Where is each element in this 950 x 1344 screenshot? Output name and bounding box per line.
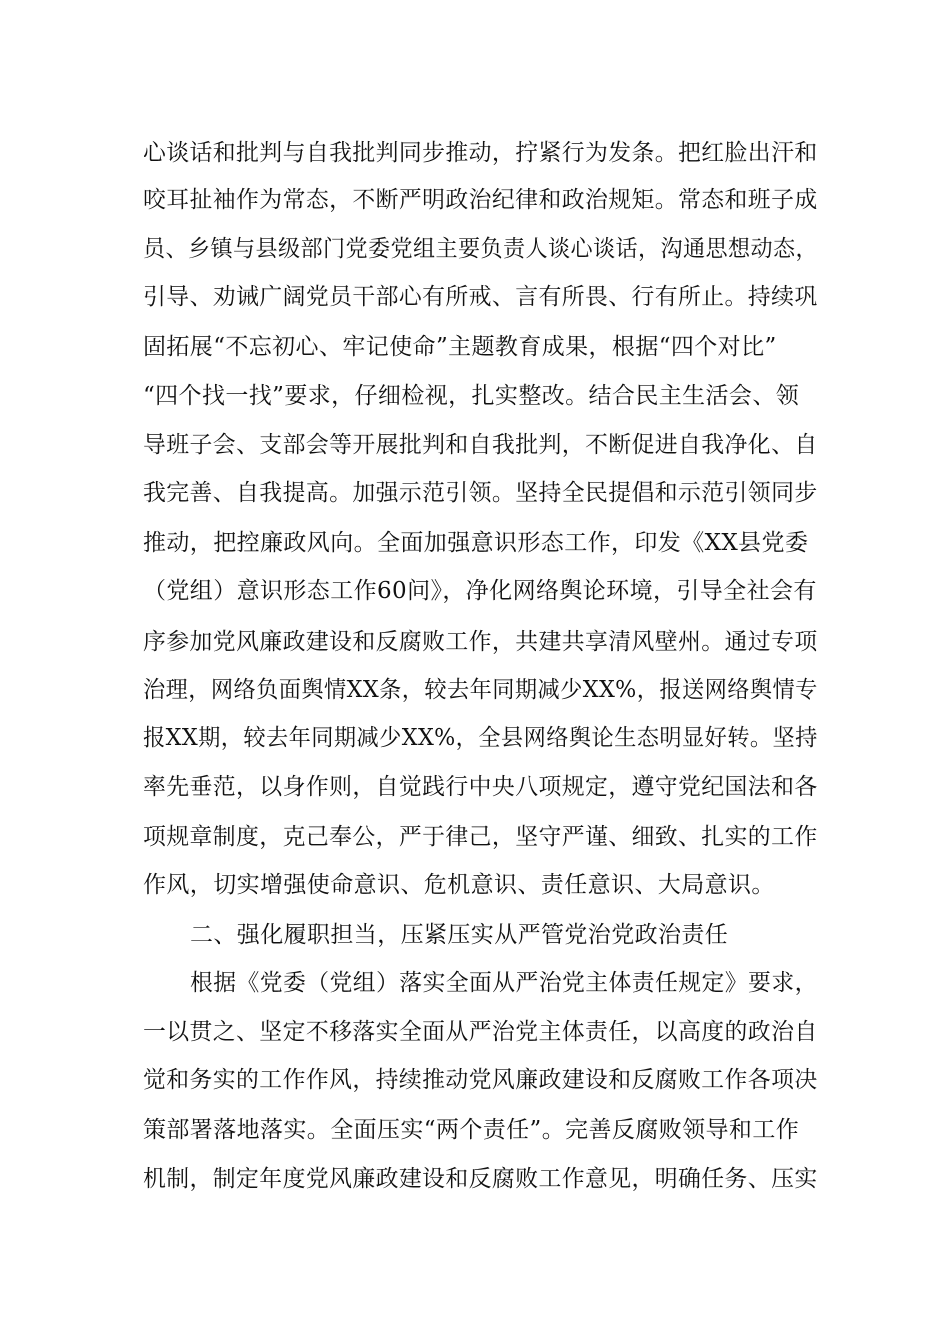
section-heading: 二、强化履职担当，压紧压实从严管党治党政治责任 (190, 922, 729, 948)
paragraph-line: 觉和务实的工作作风，持续推动党风廉政建设和反腐败工作各项决 (143, 1067, 818, 1093)
paragraph-line: 推动，把控廉政风向。全面加强意识形态工作，印发《XX县党委 (143, 530, 809, 556)
paragraph-line: 项规章制度，克己奉公，严于律己，坚守严谨、细致、扎实的工作 (143, 824, 818, 850)
paragraph-line: 作风，切实增强使命意识、危机意识、责任意识、大局意识。 (143, 872, 775, 898)
paragraph-line: 报XX期，较去年同期减少XX%，全县网络舆论生态明显好转。坚持 (143, 725, 818, 751)
paragraph-line: 一以贯之、坚定不移落实全面从严治党主体责任，以高度的政治自 (143, 1019, 818, 1045)
paragraph-line: 率先垂范，以身作则，自觉践行中央八项规定，遵守党纪国法和各 (143, 774, 818, 800)
paragraph-line: 治理，网络负面舆情XX条，较去年同期减少XX%，报送网络舆情专 (143, 677, 818, 703)
paragraph-line: 心谈话和批判与自我批判同步推动，拧紧行为发条。把红脸出汗和 (143, 140, 818, 166)
paragraph-line: （党组）意识形态工作60问》，净化网络舆论环境，引导全社会有 (143, 578, 817, 604)
paragraph-line: 员、乡镇与县级部门党委党组主要负责人谈心谈话，沟通思想动态， (143, 236, 818, 262)
paragraph-line: 固拓展“不忘初心、牢记使命”主题教育成果，根据“四个对比” (143, 334, 777, 360)
paragraph-line: 我完善、自我提高。加强示范引领。坚持全民提倡和示范引领同步 (143, 480, 818, 506)
paragraph-line: 引导、劝诫广阔党员干部心有所戒、言有所畏、行有所止。持续巩 (143, 284, 818, 310)
paragraph-line: “四个找一找”要求，仔细检视，扎实整改。结合民主生活会、领 (143, 383, 800, 409)
paragraph-line: 导班子会、支部会等开展批判和自我批判，不断促进自我净化、自 (143, 432, 818, 458)
paragraph-line: 机制，制定年度党风廉政建设和反腐败工作意见，明确任务、压实 (143, 1166, 818, 1192)
paragraph-line: 根据《党委（党组）落实全面从严治党主体责任规定》要求， (190, 970, 818, 996)
paragraph-line: 咬耳扯袖作为常态，不断严明政治纪律和政治规矩。常态和班子成 (143, 187, 818, 213)
paragraph-line: 策部署落地落实。全面压实“两个责任”。完善反腐败领导和工作 (143, 1117, 800, 1143)
paragraph-line: 序参加党风廉政建设和反腐败工作，共建共享清风壁州。通过专项 (143, 629, 818, 655)
